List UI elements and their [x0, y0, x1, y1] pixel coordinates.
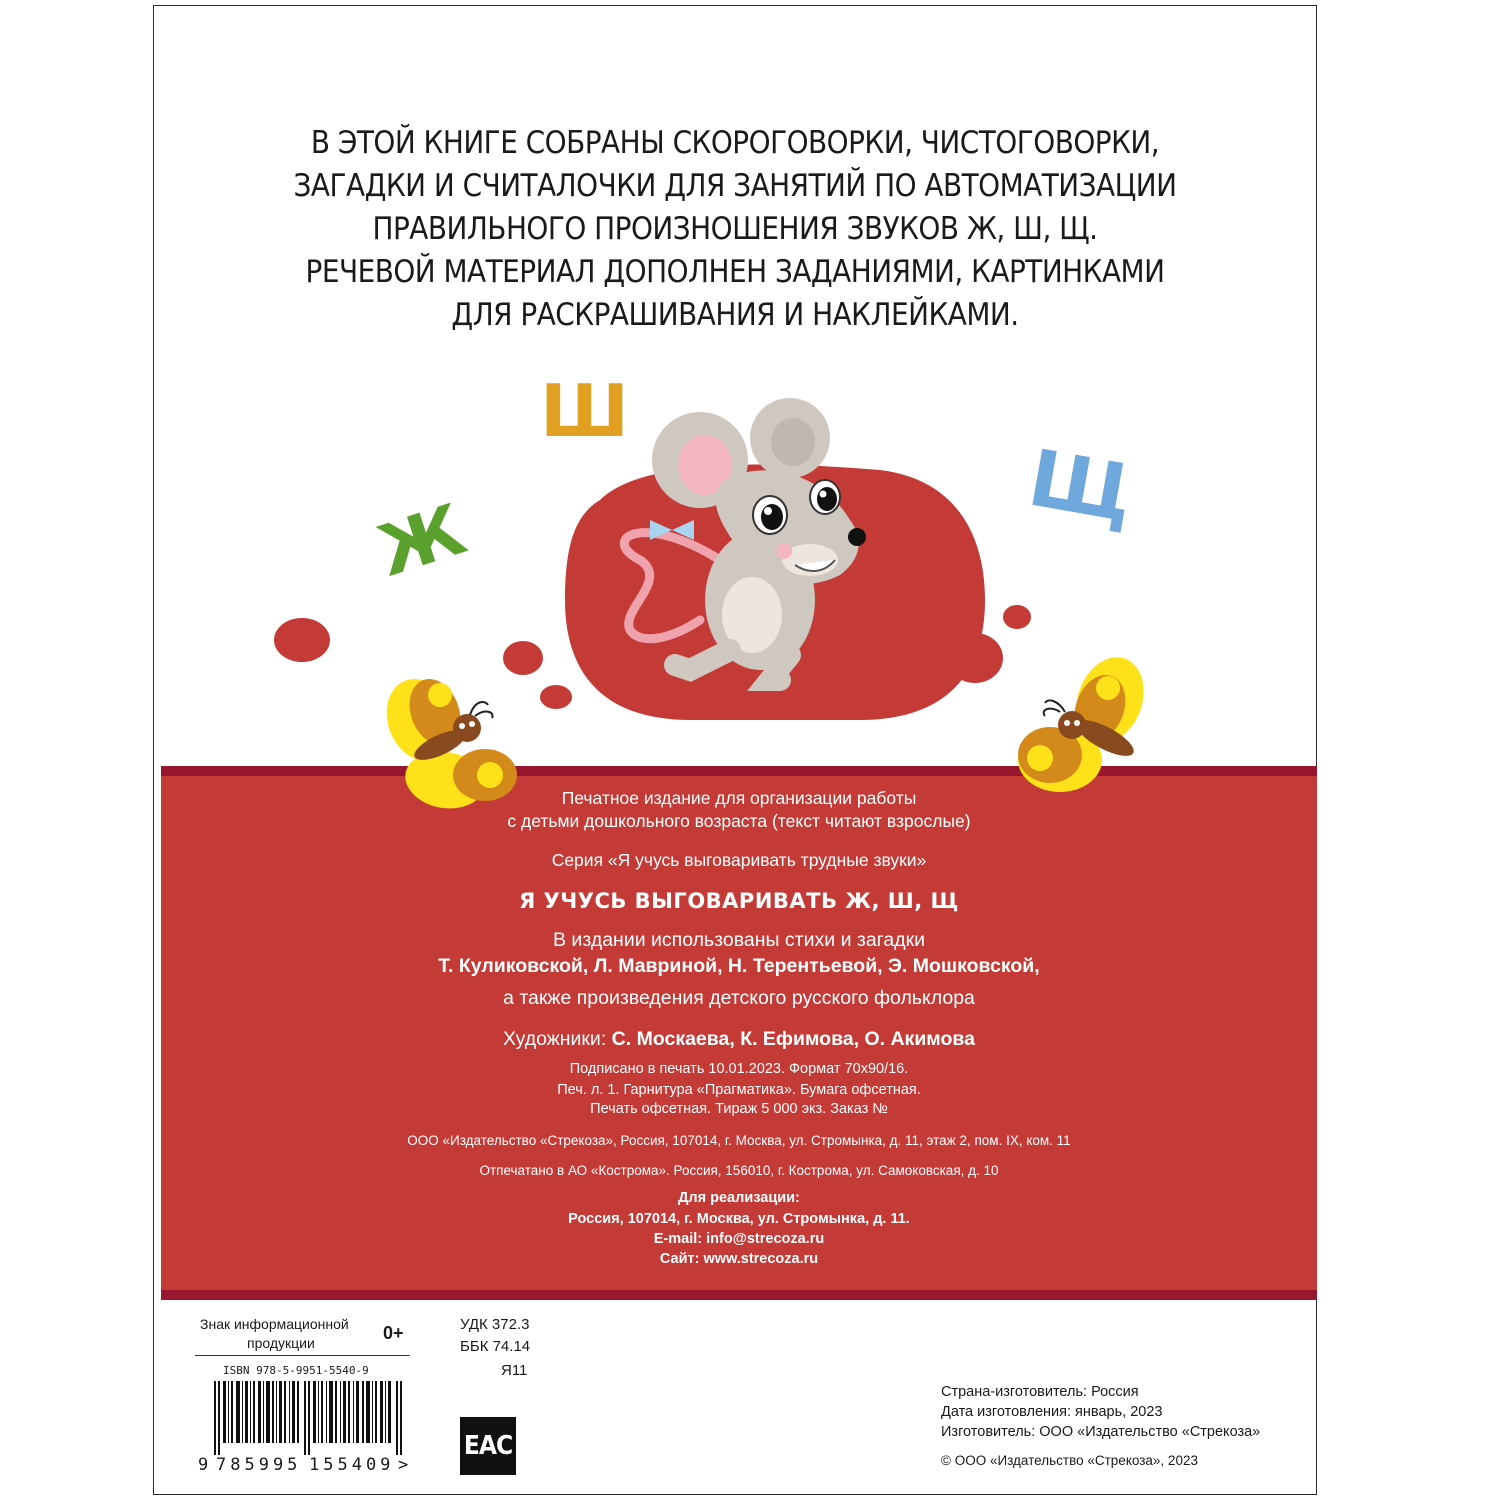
info-sign-label: продукции [247, 1335, 315, 1351]
sales-heading: Для реализации: [678, 1190, 800, 1206]
intro-line: РЕЧЕВОЙ МАТЕРИАЛ ДОПОЛНЕН ЗАДАНИЯМИ, КАРТИНКАМИ [305, 254, 1165, 290]
age-rating: 0+ [383, 1323, 404, 1343]
email: E-mail: info@strecoza.ru [653, 1231, 825, 1247]
country: Страна-изготовитель: Россия [941, 1384, 1139, 1400]
print-info: Печ. л. 1. Гарнитура «Прагматика». Бумага офсетная. [557, 1082, 921, 1098]
letter-zh: Ж [368, 488, 475, 593]
purpose-line: Печатное издание для организации работы [561, 788, 917, 808]
letter-shch: Щ [1022, 433, 1140, 541]
artists-label: Художники: [503, 1028, 607, 1050]
purpose-line: с детьми дошкольного возраста (текст читают взрослые) [507, 811, 971, 831]
isbn: ISBN 978-5-9951-5540-9 [223, 1364, 369, 1377]
copyright: © ООО «Издательство «Стрекоза», 2023 [941, 1453, 1198, 1468]
intro-line: ПРАВИЛЬНОГО ПРОИЗНОШЕНИЯ ЗВУКОВ Ж, Ш, Щ. [372, 211, 1098, 247]
website: Сайт: www.strecoza.ru [659, 1251, 819, 1267]
manufacturer: Изготовитель: ООО «Издательство «Стрекоза» [941, 1424, 1261, 1440]
eac-mark: EAC [460, 1417, 516, 1475]
barcode [212, 1381, 408, 1455]
letter-sh: Ш [540, 369, 629, 453]
intro-line: В ЭТОЙ КНИГЕ СОБРАНЫ СКОРОГОВОРКИ, ЧИСТОГОВОРКИ, [310, 125, 1160, 161]
poems-authors: Т. Куликовской, Л. Мавриной, Н. Терентьевой, Э. Мошковской, [438, 955, 1040, 977]
poems-line: В издании использованы стихи и загадки [553, 929, 925, 951]
artists-names: С. Москаева, К. Ефимова, О. Акимова [611, 1028, 975, 1050]
series-line: Серия «Я учусь выговаривать трудные звуки» [551, 850, 927, 870]
barcode-digits: 155409 [309, 1455, 395, 1475]
barcode-end: > [398, 1455, 409, 1475]
book-code: Я11 [501, 1362, 528, 1379]
intro-line: ДЛЯ РАСКРАШИВАНИЯ И НАКЛЕЙКАМИ. [451, 297, 1019, 333]
barcode-digits: 785995 [216, 1455, 302, 1475]
intro-line: ЗАГАДКИ И СЧИТАЛОЧКИ ДЛЯ ЗАНЯТИЙ ПО АВТОМАТИЗАЦИИ [293, 168, 1177, 204]
artists-line [161, 1028, 1317, 1051]
publisher-address: ООО «Издательство «Стрекоза», Россия, 107014, г. Москва, ул. Стромынка, д. 11, этаж 2, пом. IX, ком. 11 [407, 1133, 1071, 1148]
print-info: Подписано в печать 10.01.2023. Формат 70х90/16. [569, 1061, 909, 1077]
sales-address: Россия, 107014, г. Москва, ул. Стромынка, д. 11. [568, 1211, 910, 1227]
printing-house: Отпечатано в АО «Кострома». Россия, 156010, г. Кострома, ул. Самоковская, д. 10 [479, 1163, 999, 1178]
poems-line: а также произведения детского русского фольклора [503, 987, 975, 1009]
book-title: Я УЧУСЬ ВЫГОВАРИВАТЬ Ж, Ш, Щ [519, 889, 959, 913]
info-sign-label: Знак информационной [200, 1316, 349, 1332]
udk: УДК 372.3 [460, 1316, 530, 1333]
intro-text [155, 122, 1315, 337]
manufacture-date: Дата изготовления: январь, 2023 [941, 1404, 1163, 1420]
barcode-digit: 9 [198, 1455, 209, 1475]
bbk: ББК 74.14 [460, 1338, 531, 1355]
print-info: Печать офсетная. Тираж 5 000 экз. Заказ № [590, 1101, 888, 1117]
